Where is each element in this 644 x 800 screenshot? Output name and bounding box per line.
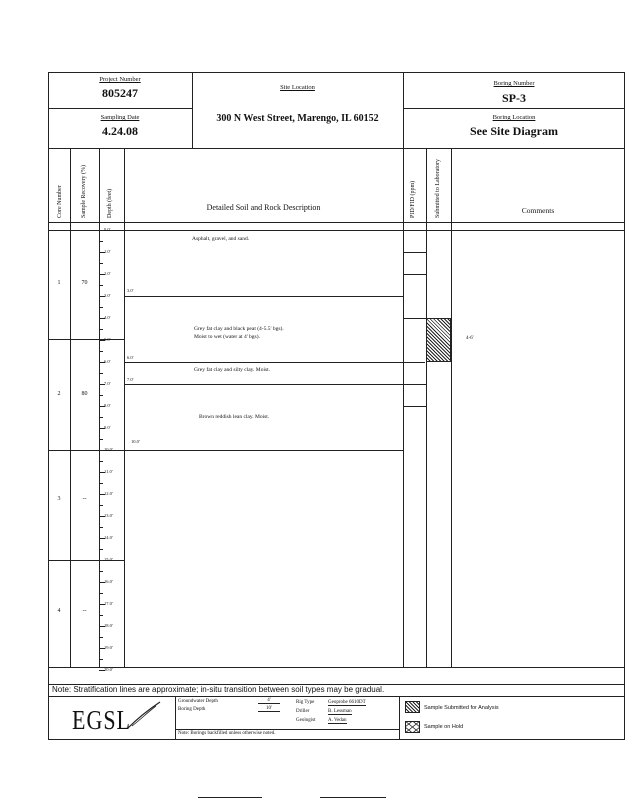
depth-tick-label: 19.0' [104, 645, 113, 650]
depth-tick [99, 373, 103, 374]
depth-tick-label: 14.0' [104, 535, 113, 540]
column-divider [124, 148, 125, 667]
column-divider [70, 148, 71, 667]
submitted-header: Submitted to Laboratory [435, 159, 441, 218]
depth-tick [99, 505, 103, 506]
column-divider [99, 148, 100, 667]
depth-tick-label: 1.0' [104, 249, 111, 254]
layer-description: Asphalt, gravel, and sand. [192, 236, 250, 242]
depth-header: Depth (feet) [107, 188, 113, 218]
groundwater-label: Groundwater Depth [178, 699, 218, 704]
depth-tick [99, 263, 103, 264]
depth-tick-label: 3.0' [104, 293, 111, 298]
sampling-date: 4.24.08 [102, 124, 138, 138]
depth-tick-label: 2.0' [104, 271, 111, 276]
header-bottom-line [48, 148, 625, 149]
boring-location: See Site Diagram [470, 124, 558, 138]
rig-type-value: Geoprobe 6610DT [328, 700, 366, 705]
boring-log-frame [48, 72, 625, 740]
column-divider [426, 148, 427, 667]
column-header-bottom [48, 222, 625, 223]
layer-depth-label: 7.0' [127, 377, 134, 382]
core-recovery: -- [82, 496, 87, 502]
layer-boundary [124, 296, 403, 297]
depth-tick [99, 571, 103, 572]
footer-divider [399, 696, 400, 740]
depth-tick [99, 527, 103, 528]
depth-tick-label: 17.0' [104, 601, 113, 606]
footer-divider [175, 696, 176, 740]
depth-tick-label: 15.0' [104, 557, 113, 562]
pid-row-line [403, 406, 426, 407]
depth-tick [99, 285, 103, 286]
depth-tick [99, 439, 103, 440]
pid-row-line [403, 252, 426, 253]
depth-tick [99, 329, 103, 330]
backfill-note: Note: Borings backfilled unless otherwise noted. [178, 731, 276, 736]
pid-row-line [403, 274, 426, 275]
depth-tick-label: 18.0' [104, 623, 113, 628]
boring-depth-label: Boring Depth [178, 707, 206, 712]
project-number: 805247 [102, 86, 138, 100]
logo-swoosh-icon [126, 700, 162, 730]
depth-tick [99, 351, 103, 352]
layer-depth-label: 6.0' [127, 355, 134, 360]
header-divider [403, 108, 625, 109]
layer-description: Moist to wet (water at 4' bgs). [194, 334, 260, 340]
depth-tick-label: 20.0' [104, 667, 113, 672]
layer-boundary [124, 384, 403, 385]
depth-tick-label: 6.0' [104, 359, 111, 364]
depth-tick-label: 13.0' [104, 513, 113, 518]
scan-mark [198, 797, 262, 798]
sample-comment: 4-6' [466, 336, 474, 341]
driller-label: Driller [296, 709, 310, 714]
egsl-logo: EGSL [72, 704, 131, 736]
boring-location-label: Boring Location [492, 114, 536, 121]
depth-tick [99, 659, 103, 660]
pid-row-line [403, 384, 426, 385]
depth-tick [99, 615, 103, 616]
depth-tick-label: 16.0' [104, 579, 113, 584]
column-divider [451, 148, 452, 667]
depth-tick-label: 10.0' [104, 447, 113, 452]
rig-type-label: Rig Type [296, 700, 315, 705]
core-number: 3 [57, 496, 61, 502]
stratification-note: Note: Stratification lines are approximate; in-situ transition between soil types may be gradual. [52, 685, 385, 694]
geologist-value: A. Vedan [328, 718, 347, 723]
core-number: 4 [57, 608, 61, 614]
site-location-label: Site Location [280, 84, 315, 91]
core-recovery: 70 [81, 280, 88, 286]
depth-tick [99, 241, 103, 242]
groundwater-value: 4' [258, 698, 280, 704]
layer-description: Grey fat clay and silty clay. Moist. [194, 367, 271, 373]
legend-submitted-swatch [405, 701, 420, 713]
boring-depth-value: 10' [258, 706, 280, 712]
legend-hold-label: Sample on Hold [424, 724, 464, 730]
scan-mark [320, 797, 386, 798]
depth-tick [99, 395, 103, 396]
pid-header: PID/FID (ppm) [410, 180, 416, 218]
layer-description: Brown reddish lean clay. Moist. [199, 414, 270, 420]
layer-depth-label: 10.0' [131, 439, 140, 444]
depth-tick [99, 483, 103, 484]
depth-tick-label: 12.0' [104, 491, 113, 496]
depth-tick-label: 0.0' [104, 227, 111, 232]
sample-recovery-header: Sample Recovery (%) [81, 165, 87, 218]
cross-hatch-icon [405, 721, 420, 733]
depth-tick [99, 637, 103, 638]
layer-depth-label: 3.0' [127, 288, 134, 293]
description-header: Detailed Soil and Rock Description [206, 203, 321, 212]
geologist-label: Geologist [296, 718, 316, 723]
footer-divider [175, 729, 399, 730]
layer-description: Grey fat clay and black peat (4-5.5' bgs). [194, 326, 284, 332]
core-number-header: Core Number [57, 185, 63, 218]
depth-tick-label: 9.0' [104, 425, 111, 430]
legend-hold-swatch [405, 721, 420, 733]
depth-tick [99, 549, 103, 550]
column-divider [403, 148, 404, 667]
legend-submitted-label: Sample Submitted for Analysis [424, 705, 499, 711]
log-bottom-line [48, 667, 625, 668]
footer-top-line [48, 696, 625, 697]
core-number: 1 [57, 280, 61, 286]
layer-boundary [124, 362, 425, 363]
boring-number-label: Boring Number [493, 80, 535, 87]
core-divider [48, 339, 124, 340]
depth-tick-label: 5.0' [104, 337, 111, 342]
depth-tick [99, 417, 103, 418]
header-divider [48, 108, 192, 109]
depth-tick [99, 461, 103, 462]
depth-tick-label: 4.0' [104, 315, 111, 320]
core-recovery: -- [82, 608, 87, 614]
core-recovery: 80 [81, 391, 88, 397]
comments-header: Comments [521, 206, 555, 215]
depth-tick [99, 593, 103, 594]
depth-tick-label: 11.0' [104, 469, 113, 474]
depth-tick [99, 307, 103, 308]
sampling-date-label: Sampling Date [100, 114, 140, 121]
boring-number: SP-3 [502, 91, 526, 105]
depth-tick-label: 7.0' [104, 381, 111, 386]
pid-row-line [403, 318, 426, 319]
core-number: 2 [57, 391, 61, 397]
depth-tick-label: 8.0' [104, 403, 111, 408]
driller-value: B. Lessman [328, 709, 352, 714]
sample-submitted-marker [426, 318, 451, 362]
log-top-line [48, 230, 625, 231]
project-number-label: Project Number [99, 76, 141, 83]
site-location: 300 N West Street, Marengo, IL 60152 [216, 113, 379, 124]
